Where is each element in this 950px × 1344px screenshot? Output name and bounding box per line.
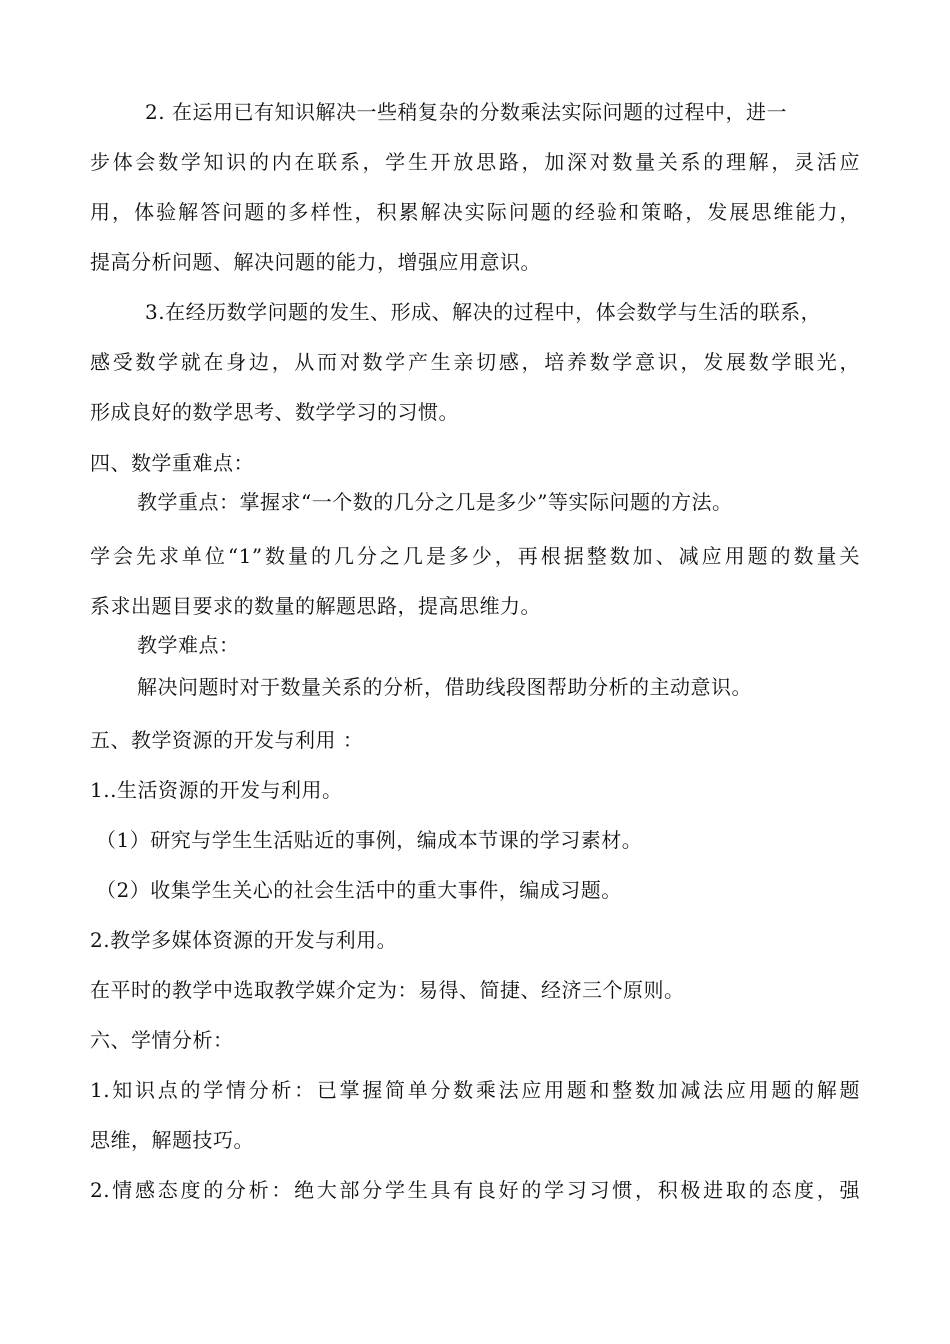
teaching-focus: 教学重点：掌握求“一个数的几分之几是多少”等实际问题的方法。	[137, 490, 733, 514]
paragraph-3-line-2: 感受数学就在身边，从而对数学产生亲切感，培养数学意识，发展数学眼光，	[90, 350, 860, 374]
resource-item-2: 2.教学多媒体资源的开发与利用。	[90, 928, 398, 952]
section-heading-4: 四、数学重难点：	[90, 451, 254, 475]
section-heading-5: 五、教学资源的开发与利用 ：	[90, 728, 364, 752]
analysis-item-1: 1.知识点的学情分析：已掌握简单分数乘法应用题和整数加减法应用题的解题	[90, 1078, 860, 1102]
analysis-item-1-line-2: 思维，解题技巧。	[90, 1128, 254, 1152]
paragraph-3-line-1: 3.在经历数学问题的发生、形成、解决的过程中，体会数学与生活的联系，	[145, 300, 822, 324]
resource-subitem-1: （1）研究与学生生活贴近的事例，编成本节课的学习素材。	[96, 828, 643, 852]
paragraph-2-line-4: 提高分析问题、解决问题的能力，增强应用意识。	[90, 250, 541, 274]
resource-item-1: 1..生活资源的开发与利用。	[90, 778, 343, 802]
teaching-focus-line-3: 系求出题目要求的数量的解题思路，提高思维力。	[90, 594, 541, 618]
teaching-difficulty: 解决问题时对于数量关系的分析，借助线段图帮助分析的主动意识。	[137, 675, 752, 699]
section-heading-6: 六、学情分析：	[90, 1028, 234, 1052]
paragraph-3-line-3: 形成良好的数学思考、数学学习的习惯。	[90, 400, 459, 424]
resource-item-2-text: 在平时的教学中选取教学媒介定为：易得、简捷、经济三个原则。	[90, 978, 685, 1002]
teaching-difficulty-label: 教学难点：	[137, 633, 240, 657]
teaching-focus-line-2: 学会先求单位“1”数量的几分之几是多少，再根据整数加、减应用题的数量关	[90, 544, 860, 568]
resource-subitem-2: （2）收集学生关心的社会生活中的重大事件，编成习题。	[96, 878, 622, 902]
paragraph-2-line-1: 2. 在运用已有知识解决一些稍复杂的分数乘法实际问题的过程中，进一	[145, 100, 787, 124]
paragraph-2-line-2: 步体会数学知识的内在联系，学生开放思路，加深对数量关系的理解，灵活应	[90, 150, 860, 174]
paragraph-2-line-3: 用，体验解答问题的多样性，积累解决实际问题的经验和策略，发展思维能力，	[90, 200, 860, 224]
analysis-item-2: 2.情感态度的分析：绝大部分学生具有良好的学习习惯，积极进取的态度，强	[90, 1178, 860, 1202]
